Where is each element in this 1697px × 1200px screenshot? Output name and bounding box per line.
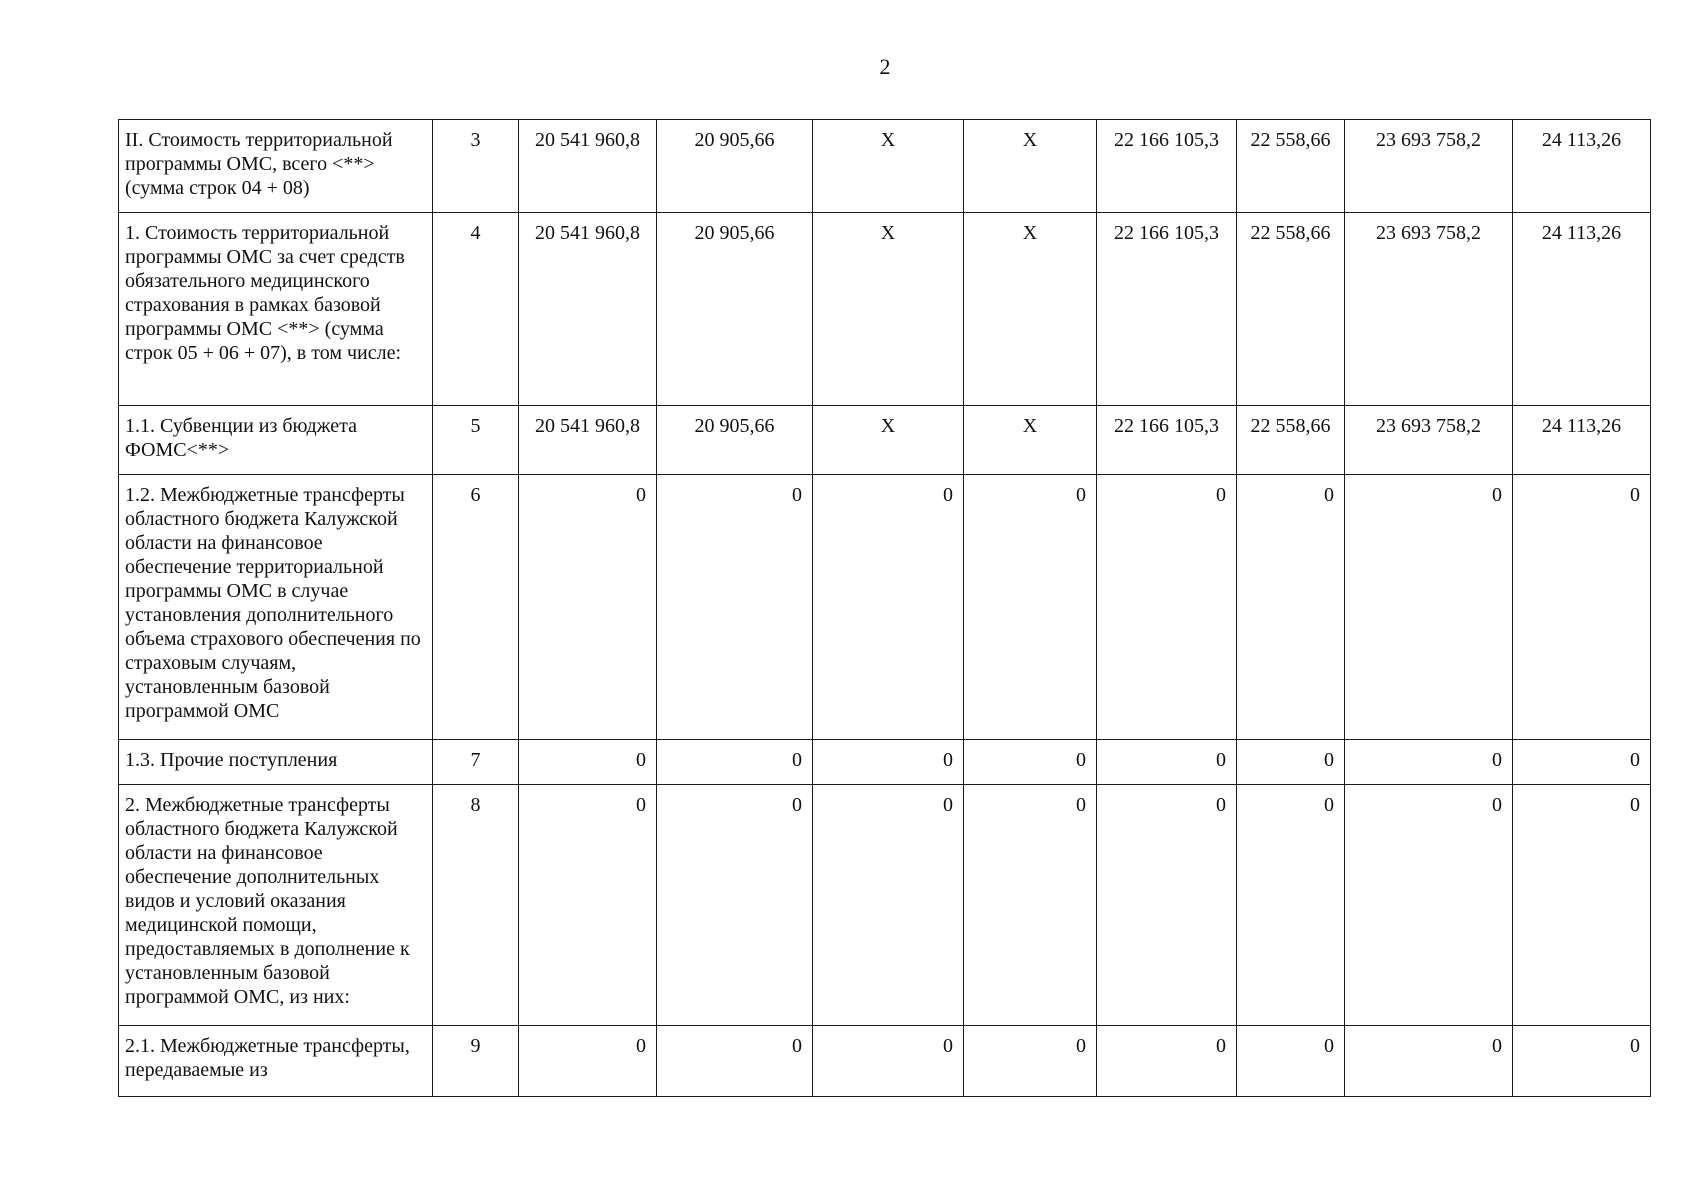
- table-cell: 24 113,26: [1513, 213, 1651, 406]
- table-cell: 0: [1237, 740, 1345, 785]
- table-cell: 22 558,66: [1237, 120, 1345, 213]
- table-cell: 0: [657, 475, 813, 740]
- table-cell: X: [964, 406, 1097, 475]
- table-cell: 23 693 758,2: [1345, 120, 1513, 213]
- table-cell: 24 113,26: [1513, 120, 1651, 213]
- table-cell: 20 541 960,8: [519, 406, 657, 475]
- table-cell: 0: [519, 475, 657, 740]
- row-code: 7: [433, 740, 519, 785]
- table-cell: 0: [1097, 1026, 1237, 1097]
- table-cell: 0: [813, 1026, 964, 1097]
- table-cell: 0: [519, 740, 657, 785]
- row-code: 5: [433, 406, 519, 475]
- table-cell: 0: [813, 785, 964, 1026]
- table-cell: 0: [1237, 475, 1345, 740]
- table-cell: X: [964, 120, 1097, 213]
- table-cell: 0: [1097, 785, 1237, 1026]
- table-row: [119, 406, 1651, 475]
- table-cell: X: [813, 213, 964, 406]
- table-cell: 0: [1513, 475, 1651, 740]
- row-code: 4: [433, 213, 519, 406]
- row-label: 2. Межбюджетные трансферты областного бюджета Калужской области на финансовое обеспечение дополнительных видов и условий оказания медицинской помощи, предоставляемых в дополнение к установленным базовой программой ОМС, из них:: [119, 785, 433, 1026]
- row-label: II. Стоимость территориальной программы ОМС, всего <**> (сумма строк 04 + 08): [119, 120, 433, 213]
- table-cell: 0: [519, 785, 657, 1026]
- page-number: 2: [879, 54, 891, 79]
- table-cell: 20 905,66: [657, 120, 813, 213]
- table-cell: 22 558,66: [1237, 213, 1345, 406]
- table-cell: 0: [1237, 785, 1345, 1026]
- table-cell: 0: [1237, 1026, 1345, 1097]
- row-code: 6: [433, 475, 519, 740]
- table-cell: 20 905,66: [657, 213, 813, 406]
- table-cell: 0: [1345, 785, 1513, 1026]
- table-cell: 20 541 960,8: [519, 213, 657, 406]
- table-cell: X: [813, 120, 964, 213]
- table-row: [119, 475, 1651, 740]
- row-label: 1.2. Межбюджетные трансферты областного бюджета Калужской области на финансовое обеспечение территориальной программы ОМС в случае установления дополнительного объема страхового обеспечения по страховым случаям, установленным базовой программой ОМС: [119, 475, 433, 740]
- table-cell: 22 166 105,3: [1097, 120, 1237, 213]
- row-code: 3: [433, 120, 519, 213]
- table-cell: 23 693 758,2: [1345, 213, 1513, 406]
- table-cell: 0: [964, 475, 1097, 740]
- row-code: 9: [433, 1026, 519, 1097]
- table-row: [119, 1026, 1651, 1097]
- table-cell: 0: [519, 1026, 657, 1097]
- table-cell: 0: [1345, 740, 1513, 785]
- table-cell: 0: [1513, 740, 1651, 785]
- finance-table: [118, 119, 1651, 1097]
- table-cell: 0: [657, 785, 813, 1026]
- table-cell: 0: [813, 740, 964, 785]
- table-cell: 0: [964, 785, 1097, 1026]
- finance-table-wrapper: [118, 119, 1650, 1097]
- table-cell: 0: [657, 1026, 813, 1097]
- row-label: 1. Стоимость территориальной программы ОМС за счет средств обязательного медицинского страхования в рамках базовой программы ОМС <**> (сумма строк 05 + 06 + 07), в том числе:: [119, 213, 433, 406]
- table-cell: 23 693 758,2: [1345, 406, 1513, 475]
- table-cell: 0: [964, 740, 1097, 785]
- row-label: 1.1. Субвенции из бюджета ФОМС<**>: [119, 406, 433, 475]
- table-cell: 22 558,66: [1237, 406, 1345, 475]
- table-cell: 0: [1513, 1026, 1651, 1097]
- table-cell: 22 166 105,3: [1097, 406, 1237, 475]
- table-cell: X: [813, 406, 964, 475]
- table-cell: 24 113,26: [1513, 406, 1651, 475]
- table-cell: 20 905,66: [657, 406, 813, 475]
- table-cell: 0: [1513, 785, 1651, 1026]
- table-cell: 20 541 960,8: [519, 120, 657, 213]
- row-label: 2.1. Межбюджетные трансферты, передаваемые из: [119, 1026, 433, 1097]
- table-cell: 0: [1097, 475, 1237, 740]
- table-cell: 22 166 105,3: [1097, 213, 1237, 406]
- table-row: [119, 785, 1651, 1026]
- table-cell: 0: [1345, 475, 1513, 740]
- table-row: [119, 740, 1651, 785]
- table-cell: 0: [1097, 740, 1237, 785]
- row-label: 1.3. Прочие поступления: [119, 740, 433, 785]
- table-cell: 0: [964, 1026, 1097, 1097]
- table-cell: 0: [1345, 1026, 1513, 1097]
- table-cell: X: [964, 213, 1097, 406]
- table-row: [119, 213, 1651, 406]
- table-cell: 0: [813, 475, 964, 740]
- row-code: 8: [433, 785, 519, 1026]
- table-row: [119, 120, 1651, 213]
- table-cell: 0: [657, 740, 813, 785]
